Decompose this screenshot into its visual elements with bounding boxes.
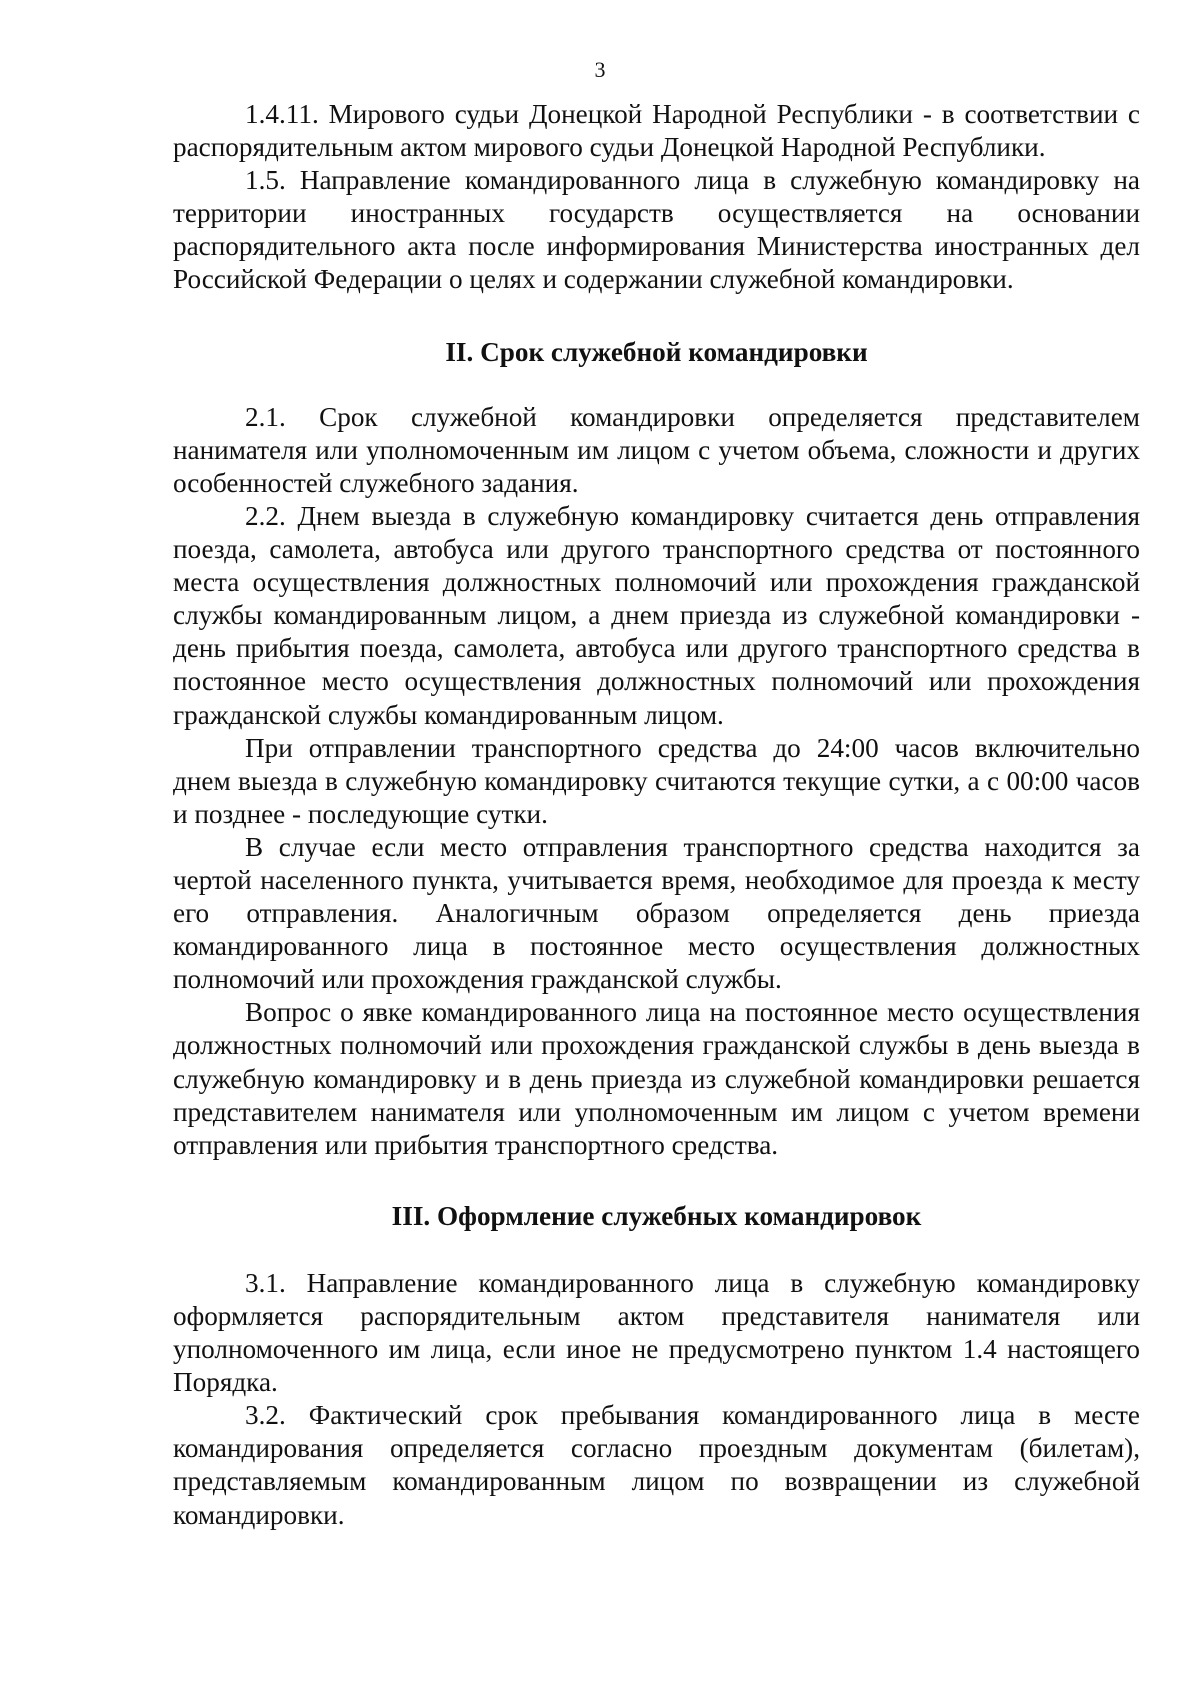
paragraph-2-1: 2.1. Срок служебной командировки определяется представителем нанимателя или уполномоченным им лицом с учетом объема, сложности и других особенностей служебного задания. (173, 401, 1140, 498)
paragraph-2-2-attendance: Вопрос о явке командированного лица на постоянное место осуществления должностных полномочий или прохождения гражданской службы в день выезда в служебную командировку и в день приезда из служебной командировки решается представителем нанимателя или уполномоченным им лицом с учетом времени отправления или прибытия транспортного средства. (173, 997, 1140, 1160)
document-body (173, 98, 1140, 1532)
section-3-title: III. Оформление служебных командировок (391, 1200, 922, 1231)
section-2-title: II. Срок служебной командировки (445, 336, 868, 367)
paragraph-2-2-departure-time: При отправлении транспортного средства до 24:00 часов включительно днем выезда в служебную командировку считаются текущие сутки, а с 00:00 часов и позднее - последующие сутки. (173, 732, 1140, 829)
page-number: 3 (594, 57, 606, 82)
paragraph-1-5: 1.5. Направление командированного лица в служебную командировку на территории иностранных государств осуществляется на основании распорядительного акта после информирования Министерства иностранных дел Российской Федерации о целях и содержании служебной командировки. (173, 165, 1140, 295)
paragraph-3-2: 3.2. Фактический срок пребывания командированного лица в месте командирования определяется согласно проездным документам (билетам), представляемым командированным лицом по возвращении из служебной командировки. (173, 1400, 1140, 1530)
paragraph-3-1: 3.1. Направление командированного лица в служебную командировку оформляется распорядительным актом представителя нанимателя или уполномоченного им лица, если иное не предусмотрено пунктом 1.4 настоящего Порядка. (173, 1267, 1140, 1398)
paragraph-2-2-outside-settlement: В случае если место отправления транспортного средства находится за чертой населенного пункта, учитывается время, необходимое для проезда к месту его отправления. Аналогичным образом определяется день приезда командированного лица в постоянное место осуществления должностных полномочий или прохождения гражданской службы. (173, 831, 1140, 995)
paragraph-2-2: 2.2. Днем выезда в служебную командировку считается день отправления поезда, самолета, автобуса или другого транспортного средства от постоянного места осуществления должностных полномочий или прохождения гражданской службы командированным лицом, а днем приезда из служебной командировки - день прибытия поезда, самолета, автобуса или другого транспортного средства в постоянное место осуществления должностных полномочий или прохождения гражданской службы командированным лицом. (173, 500, 1140, 730)
paragraph-1-4-11: 1.4.11. Мирового судьи Донецкой Народной Республики - в соответствии с распорядительным актом мирового судьи Донецкой Народной Республики. (173, 99, 1140, 163)
